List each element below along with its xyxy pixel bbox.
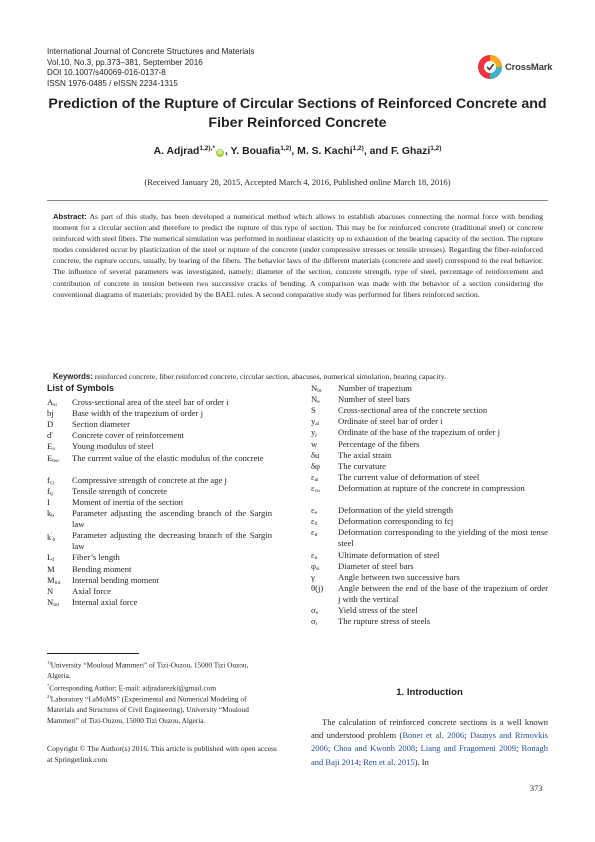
symbol-description: Moment of inertia of the section bbox=[72, 496, 183, 507]
symbol: w bbox=[311, 438, 318, 449]
citation-separator: ; bbox=[415, 743, 421, 754]
crossmark-icon bbox=[477, 52, 503, 82]
author-separator: , bbox=[224, 146, 231, 157]
keywords-text: reinforced concrete, fiber reinforced concrete, circular section, abacuses, numerical simulation, bearing capacity. bbox=[94, 372, 447, 381]
symbol: $L_f$ bbox=[47, 552, 55, 564]
symbol: δφ bbox=[311, 460, 321, 471]
symbol-description: Parameter adjusting the ascending branch of the Sargin law bbox=[72, 508, 272, 530]
footnote-affiliation-2: $^{2)}$Laboratory “LaMoMS” (Experimental and Numerical Modeling of Materials and Structures of Civil Engineering), University “Mouloud Mammeri” of Tizi-Ouzou, 15000 Tizi Ouzou, Algeria. bbox=[47, 694, 249, 725]
symbol-description: Cross-sectional area of the steel bar of order i bbox=[72, 397, 229, 407]
symbol-description: Ultimate deformation of steel bbox=[338, 549, 440, 560]
symbol: $\sigma_e$ bbox=[311, 605, 319, 616]
symbol: $M_{int}$ bbox=[47, 574, 61, 586]
symbol-description: Compressive strength of concrete at the age j bbox=[72, 474, 227, 485]
symbol-description: The current value of deformation of steel bbox=[338, 471, 480, 482]
abstract-label: Abstract: bbox=[53, 212, 87, 221]
symbol: $\varepsilon_{cu}$ bbox=[311, 482, 320, 494]
journal-volume: Vol.10, No.3, pp.373–381, September 2016 bbox=[47, 57, 203, 67]
citation-link[interactable]: Liang and Fragomeni 2009 bbox=[420, 743, 516, 754]
symbol-description: Angle between two successive bars bbox=[338, 571, 460, 582]
footnote-corresponding-author: *Corresponding Author; E-mail: adjradarezki@gmail.com bbox=[47, 683, 217, 693]
symbol-description: Deformation at rupture of the concrete in compression bbox=[338, 482, 525, 493]
symbol-description: Bending moment bbox=[72, 563, 132, 574]
received-dates: (Received January 28, 2015, Accepted March 4, 2016, Published online March 18, 2016) bbox=[144, 177, 451, 187]
author-affiliation-mark: 1,2) bbox=[430, 145, 442, 152]
symbols-heading: List of Symbols bbox=[47, 383, 115, 393]
symbol: $\varepsilon_u$ bbox=[311, 549, 318, 561]
symbol: $N_{bt}$ bbox=[311, 383, 322, 394]
symbol-description: The curvature bbox=[338, 460, 386, 471]
author-name: F. Ghazi bbox=[390, 146, 431, 157]
symbol: γ bbox=[311, 571, 315, 582]
journal-doi[interactable]: DOI 10.1007/s40069-016-0137-8 bbox=[47, 68, 166, 78]
symbol: I bbox=[47, 496, 50, 507]
section-heading-introduction: 1. Introduction bbox=[396, 687, 463, 698]
symbol: $E_a$ bbox=[47, 441, 55, 453]
symbol: $A_{si}$ bbox=[47, 397, 57, 408]
keywords-label: Keywords: bbox=[53, 372, 93, 381]
author-separator: , bbox=[291, 146, 298, 157]
author-name: A. Adjrad bbox=[153, 146, 200, 157]
symbol-description: The current value of the elastic modulus of the concrete bbox=[72, 452, 264, 463]
symbol-description: The axial strain bbox=[338, 449, 392, 460]
introduction-text: ). In bbox=[414, 756, 429, 767]
symbol: $\varepsilon_e$ bbox=[311, 505, 318, 517]
symbol: D bbox=[47, 419, 54, 430]
symbol: $\sigma_r$ bbox=[311, 616, 318, 628]
symbol: θ(j) bbox=[311, 582, 324, 593]
citation-link[interactable]: Ren et al. 2015 bbox=[363, 756, 415, 767]
journal-issn: ISSN 1976-0485 / eISSN 2234-1315 bbox=[47, 78, 178, 88]
symbol: M bbox=[47, 563, 55, 574]
symbol-description: Internal bending moment bbox=[72, 574, 159, 585]
citation-separator: ; bbox=[516, 743, 522, 754]
introduction-text: The calculation of reinforced concrete sections is a well known and understood problem ( bbox=[311, 717, 548, 741]
symbol-description: Tensile strength of concrete bbox=[72, 485, 168, 496]
symbol-description: Internal axial force bbox=[72, 596, 138, 607]
symbol-description: Parameter adjusting the decreasing branch of the Sargin law bbox=[72, 530, 272, 552]
symbol-description: Diameter of steel bars bbox=[338, 560, 414, 571]
copyright-notice: Copyright © The Author(s) 2016. This article is published with open access at Springerlink.com bbox=[47, 744, 277, 764]
symbol-description: Ordinate of steel bar of order i bbox=[338, 416, 443, 427]
footnote-affiliation-1: $^{1)}$University “Mouloud Mammeri” of Tizi-Ouzou, 15000 Tizi Ouzou, Algeria. bbox=[47, 660, 249, 681]
symbol: $\varepsilon_{tt}$ bbox=[311, 527, 318, 539]
journal-name: International Journal of Concrete Structures and Materials bbox=[47, 47, 255, 56]
crossmark-badge[interactable] bbox=[477, 52, 555, 82]
author-affiliation-mark: 1,2) bbox=[352, 145, 364, 152]
symbol: $f_{cj}$ bbox=[47, 474, 54, 486]
keywords bbox=[53, 372, 543, 381]
symbol: $N_e$ bbox=[311, 394, 320, 406]
symbol-description: Young modulus of steel bbox=[72, 441, 154, 452]
introduction-paragraph bbox=[311, 716, 548, 769]
citation-link[interactable]: Choa and Kwonb 2008 bbox=[333, 743, 416, 754]
symbol-description: The rupture stress of steels bbox=[338, 616, 431, 627]
symbol: $\varphi_{si}$ bbox=[311, 560, 320, 572]
header-divider bbox=[47, 200, 548, 201]
author-affiliation-mark: 1,2) bbox=[280, 145, 292, 152]
symbol-description: Axial force bbox=[72, 585, 111, 596]
author-name: Y. Bouafia bbox=[230, 146, 281, 157]
orcid-icon[interactable]: iD bbox=[217, 150, 223, 156]
symbol: d′ bbox=[47, 430, 54, 441]
symbol: $k'_b$ bbox=[47, 532, 56, 544]
symbol: $N_{int}$ bbox=[47, 596, 60, 608]
symbol: $y_j$ bbox=[311, 427, 317, 439]
symbol: $f_{tj}$ bbox=[47, 485, 53, 497]
citation-separator: ; bbox=[358, 756, 364, 767]
author-name: M. S. Kachi bbox=[297, 146, 353, 157]
symbol-description: Concrete cover of reinforcement bbox=[72, 430, 184, 441]
footnote-divider bbox=[47, 653, 139, 654]
symbol: S bbox=[311, 405, 316, 416]
symbol-description: Base width of the trapezium of order j bbox=[72, 408, 204, 419]
citation-link[interactable]: Ronagh and Baji 2014 bbox=[311, 743, 548, 767]
symbol: $\varepsilon_0$ bbox=[311, 516, 318, 528]
symbol: $k_b$ bbox=[47, 508, 55, 519]
symbol-description: Cross-sectional area of the concrete section bbox=[338, 405, 488, 416]
citation-link[interactable]: Daunys and Rimovkis 2006 bbox=[311, 730, 548, 754]
symbol-description: Section diameter bbox=[72, 419, 130, 430]
symbol: $y_{ai}$ bbox=[311, 416, 320, 428]
abstract-text: As part of this study, has been developed a numerical method which allows to establish abacuses connecting the normal force with bending moment for a circular section and therefore to predict the rupture of this type of section. This may be for reinforced concrete (traditional steel) or concrete reinforced with steel fibers. The numerical simulation was performed in nonlinear elasticity up to exhaustion of the bearing capacity of the section. The rupture modes considered occur by plasticization of the steel or rupture of the concrete (under compressive stresses or tensile stresses). Regarding the fiber-reinforced concrete, the rupture occurs, usually, by tearing of the fibers. The behavior laws of the different materials (concrete and steel) correspond to the real behavior. The influence of several parameters was investigated, namely; diameter of the section, concrete strength, type of steel, percentage of reinforcement and contribution of concrete in tension between two successive cracks of bending. A comparison was made with the behavior of a section considering the conventional diagrams of materials; provided by the BAEL rules. A second comparative study was performed for fibers reinforced section. bbox=[53, 212, 543, 299]
symbol-description: Deformation corresponding to the yielding of the most tense steel bbox=[338, 527, 548, 549]
page-number: 373 bbox=[530, 784, 543, 793]
author-separator: , and bbox=[363, 146, 391, 157]
citation-separator: ; bbox=[464, 730, 470, 741]
paper-title: Prediction of the Rupture of Circular Sections of Reinforced Concrete and Fiber Reinforced Concrete bbox=[48, 96, 547, 131]
citation-separator: ; bbox=[328, 743, 334, 754]
symbol-description: Yield stress of the steel bbox=[338, 605, 418, 615]
symbol: δu bbox=[311, 449, 320, 460]
journal-info bbox=[47, 47, 254, 89]
symbol-description: Number of trapezium bbox=[338, 383, 412, 393]
citation-link[interactable]: Bonet et al. 2006 bbox=[402, 730, 465, 741]
symbol-description: Deformation corresponding to fcj bbox=[338, 516, 454, 527]
symbol-description: Fiber’s length bbox=[72, 552, 120, 563]
symbol-description: Percentage of the fibers bbox=[338, 438, 420, 449]
symbol: bj bbox=[47, 408, 54, 419]
symbol-description: Angle between the end of the base of the trapezium of order j with the vertical bbox=[338, 582, 548, 604]
symbol: $\varepsilon_{ai}$ bbox=[311, 471, 319, 483]
symbol: $E_{bsc}$ bbox=[47, 452, 60, 464]
crossmark-label: CrossMark bbox=[505, 62, 553, 73]
symbol: N bbox=[47, 585, 54, 596]
symbol-description: Ordinate of the base of the trapezium of order j bbox=[338, 427, 501, 438]
author-affiliation-mark: 1,2),* bbox=[199, 145, 215, 152]
symbol-description: Deformation of the yield strength bbox=[338, 505, 454, 516]
symbol-description: Number of steel bars bbox=[338, 394, 410, 405]
abstract bbox=[53, 211, 543, 300]
author-list bbox=[40, 145, 555, 157]
